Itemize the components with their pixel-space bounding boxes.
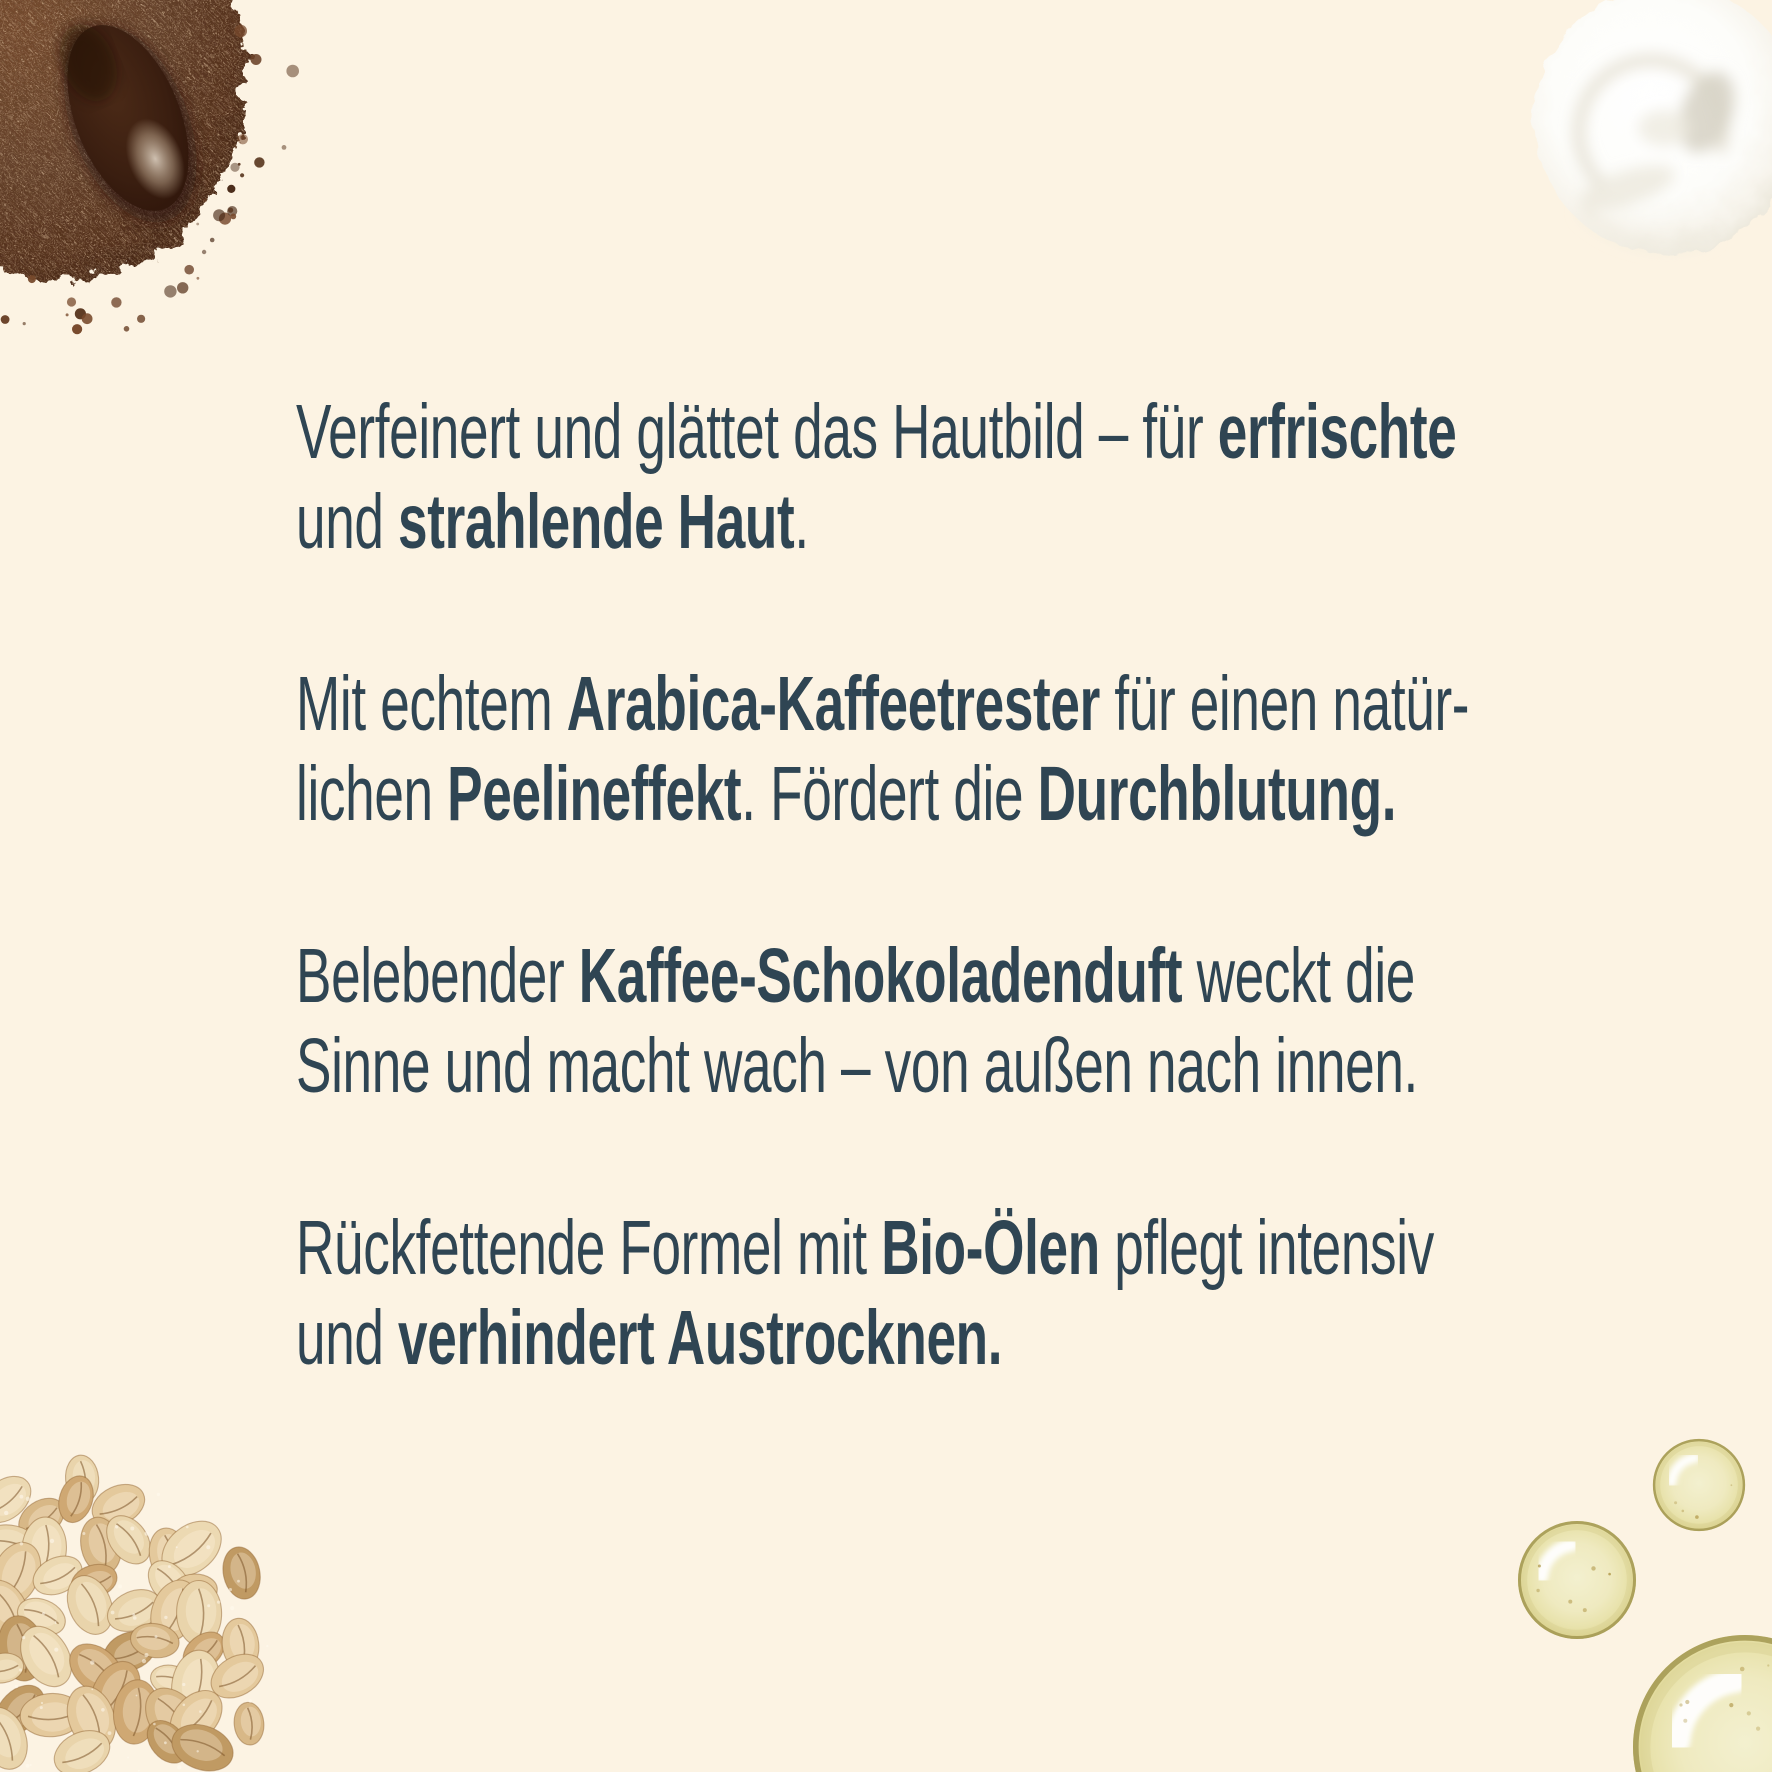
benefit-text: für einen natür- bbox=[1099, 661, 1470, 747]
benefit-text-bold: strahlende Haut bbox=[398, 479, 795, 565]
benefit-text: Mit echtem bbox=[296, 661, 567, 747]
benefit-text: Verfeinert und glättet das Hautbild – für bbox=[296, 389, 1218, 475]
benefit-text: und bbox=[296, 479, 399, 565]
benefit-text: Belebender bbox=[296, 933, 579, 1019]
benefit-text-bold: erfrischte bbox=[1217, 389, 1457, 475]
benefit-line bbox=[296, 477, 1772, 567]
benefit-paragraph bbox=[296, 931, 1772, 1111]
benefit-paragraph bbox=[296, 659, 1772, 839]
benefit-text: weckt die bbox=[1182, 933, 1415, 1019]
benefit-paragraph bbox=[296, 387, 1772, 567]
benefit-text-bold: verhindert Austrocknen. bbox=[398, 1295, 1003, 1381]
benefit-line bbox=[296, 749, 1772, 839]
benefit-text-bold: Durchblutung. bbox=[1037, 751, 1397, 837]
benefit-line bbox=[296, 387, 1772, 477]
benefit-text: Rückfettende Formel mit bbox=[296, 1205, 882, 1291]
coffee-grounds-photo bbox=[0, 0, 345, 345]
oat-flakes-photo bbox=[0, 1442, 340, 1772]
benefit-text-bold: Bio-Ölen bbox=[881, 1205, 1100, 1291]
benefit-text-bold: Arabica-Kaffeetrester bbox=[566, 661, 1100, 747]
benefit-line bbox=[296, 1203, 1772, 1293]
benefit-text: . Fördert die bbox=[741, 751, 1038, 837]
benefit-text: lichen bbox=[296, 751, 448, 837]
benefit-line bbox=[296, 659, 1772, 749]
benefit-text: . bbox=[794, 479, 809, 565]
benefit-text: pflegt intensiv bbox=[1099, 1205, 1434, 1291]
benefit-line bbox=[296, 931, 1772, 1021]
benefit-text: Sinne und macht wach – von außen nach innen. bbox=[296, 1023, 1418, 1109]
benefit-paragraph bbox=[296, 1203, 1772, 1383]
benefit-text-bold: Kaffee-Schokoladenduft bbox=[578, 933, 1183, 1019]
benefits-text bbox=[296, 387, 1772, 1383]
benefit-text: und bbox=[296, 1295, 399, 1381]
benefit-line bbox=[296, 1021, 1772, 1111]
benefit-text-bold: Peelineffekt bbox=[447, 751, 742, 837]
cream-dollop-photo bbox=[1452, 0, 1772, 300]
benefit-line bbox=[296, 1293, 1772, 1383]
